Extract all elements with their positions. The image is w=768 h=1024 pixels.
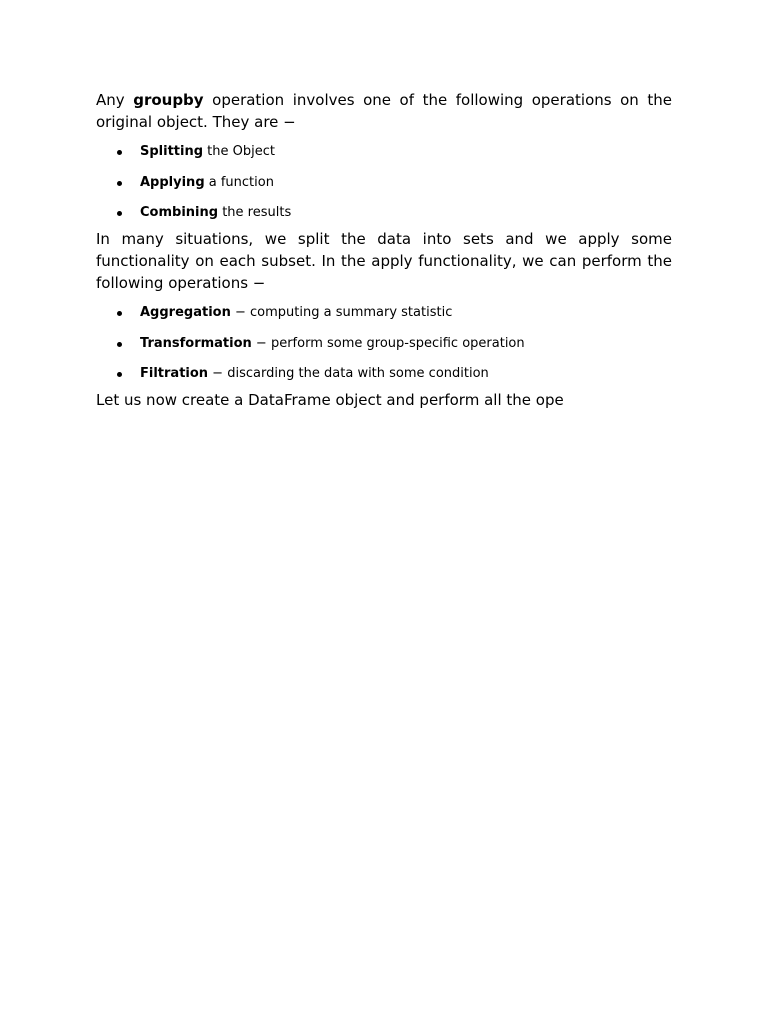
list-item <box>96 204 672 222</box>
list-item-text: − discarding the data with some condition <box>208 366 489 381</box>
bullet-icon <box>117 372 122 377</box>
bullet-icon <box>117 342 122 347</box>
intro-prefix: Any <box>96 91 134 109</box>
list-item-text: the Object <box>203 144 275 159</box>
list-item-text: − computing a summary statistic <box>230 305 453 320</box>
document-page <box>96 89 672 411</box>
list-item <box>96 304 672 322</box>
list-item-term: Transformation <box>140 335 252 351</box>
list-item-term: Splitting <box>140 144 204 159</box>
list-item <box>96 174 672 192</box>
operations-list <box>96 143 672 222</box>
intro-paragraph <box>96 89 672 133</box>
middle-paragraph: In many situations, we split the data into sets and we apply some functionality on each subset. In the apply functionality, we can perform the following operations − <box>96 230 672 292</box>
list-item-text: a function <box>204 174 274 190</box>
list-item-term: Filtration <box>140 366 209 381</box>
bullet-icon <box>117 211 122 216</box>
bullet-icon <box>117 181 122 186</box>
list-item <box>96 365 672 383</box>
closing-paragraph: Let us now create a DataFrame object and perform all the ope <box>96 391 564 409</box>
list-item <box>96 143 672 161</box>
list-item-text: − perform some group-specific operation <box>251 335 525 351</box>
intro-suffix: operation involves one of the following operations on the original object. They are − <box>96 91 672 131</box>
groupby-keyword: groupby <box>133 91 204 109</box>
apply-operations-list <box>96 304 672 383</box>
bullet-icon <box>117 311 122 316</box>
list-item-term: Aggregation <box>140 305 231 320</box>
bullet-icon <box>117 150 122 155</box>
list-item-text: the results <box>218 205 292 220</box>
list-item <box>96 335 672 353</box>
list-item-term: Applying <box>140 174 205 190</box>
list-item-term: Combining <box>140 205 219 220</box>
